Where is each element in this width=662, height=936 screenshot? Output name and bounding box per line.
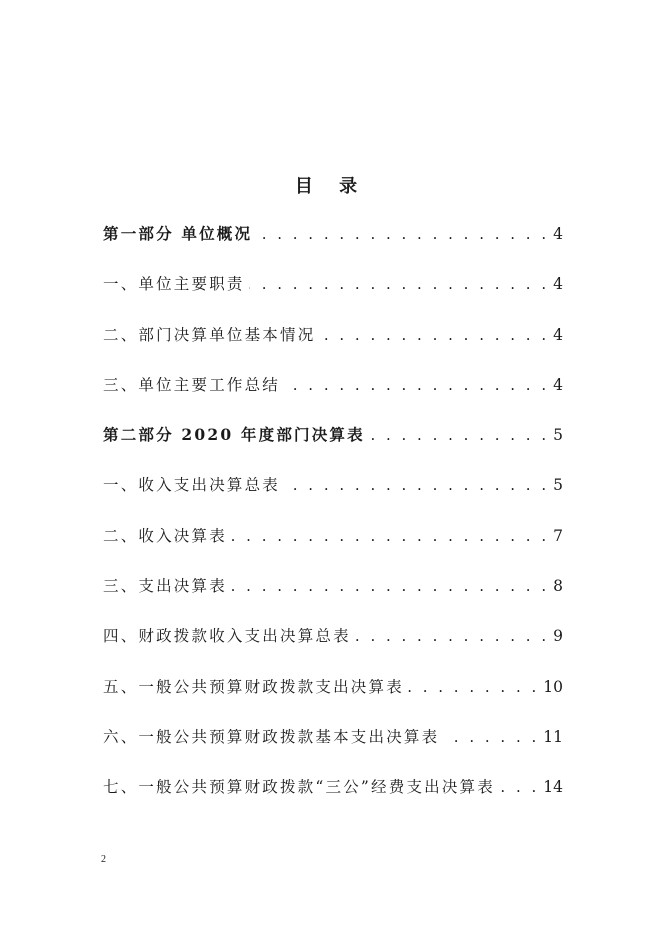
toc-entry[interactable] [103, 524, 563, 574]
toc-entry-page: 4 [553, 225, 563, 243]
toc-entry-label: 第一部分 单位概况 [103, 224, 253, 243]
toc-entry-page: 5 [553, 426, 563, 445]
toc-entry-page: 11 [543, 727, 563, 746]
toc-entry[interactable] [103, 272, 563, 322]
dot-leader [499, 778, 539, 796]
toc-entry-label: 第二部分 2020 年度部门决算表 [103, 425, 365, 445]
dot-leader [256, 225, 549, 243]
toc-entry-page: 9 [553, 627, 563, 646]
toc-entry-page: 7 [553, 526, 563, 545]
dot-leader [369, 426, 549, 444]
toc-entry-page: 10 [543, 677, 563, 696]
toc-entry-label: 二、收入决算表 [103, 526, 227, 545]
toc-entry[interactable] [103, 373, 563, 423]
dot-leader [231, 527, 549, 545]
toc-entry[interactable] [103, 725, 563, 775]
toc-entry-label: 五、一般公共预算财政拨款支出决算表 [103, 677, 404, 696]
toc-entry[interactable] [103, 473, 563, 523]
toc-entry-label: 二、部门决算单位基本情况 [103, 325, 316, 344]
toc-entry-label: 一、收入支出决算总表 [103, 476, 281, 495]
toc-entry-page: 8 [553, 577, 563, 596]
dot-leader [249, 275, 550, 293]
toc-entry-page: 4 [553, 275, 563, 294]
dot-leader [284, 476, 549, 494]
toc-entry-label: 三、支出决算表 [103, 577, 227, 596]
toc-entry[interactable] [103, 624, 563, 674]
dot-leader [443, 728, 539, 746]
toc-entry-label: 四、财政拨款收入支出决算总表 [103, 627, 351, 646]
dot-leader [231, 577, 549, 595]
toc-entry-label: 三、单位主要工作总结 [103, 375, 281, 394]
toc-entry[interactable] [103, 423, 563, 473]
dot-leader [408, 678, 539, 696]
dot-leader [319, 326, 549, 344]
toc-entry[interactable] [103, 574, 563, 624]
toc-entry-label: 一、单位主要职责 [103, 275, 245, 294]
toc-list [103, 222, 563, 826]
toc-entry-page: 4 [553, 325, 563, 344]
toc-entry-page: 5 [553, 476, 563, 495]
toc-entry[interactable] [103, 775, 563, 825]
toc-entry-page: 14 [543, 778, 563, 797]
toc-entry-label: 六、一般公共预算财政拨款基本支出决算表 [103, 727, 440, 746]
toc-entry-page: 4 [553, 375, 563, 394]
dot-leader [284, 376, 549, 394]
page-number: 2 [101, 854, 106, 865]
toc-entry-label: 七、一般公共预算财政拨款“三公”经费支出决算表 [103, 778, 495, 797]
toc-entry[interactable] [103, 323, 563, 373]
toc-entry[interactable] [103, 675, 563, 725]
toc-entry[interactable] [103, 222, 563, 272]
dot-leader [355, 627, 549, 645]
toc-title: 目 录 [294, 176, 368, 197]
